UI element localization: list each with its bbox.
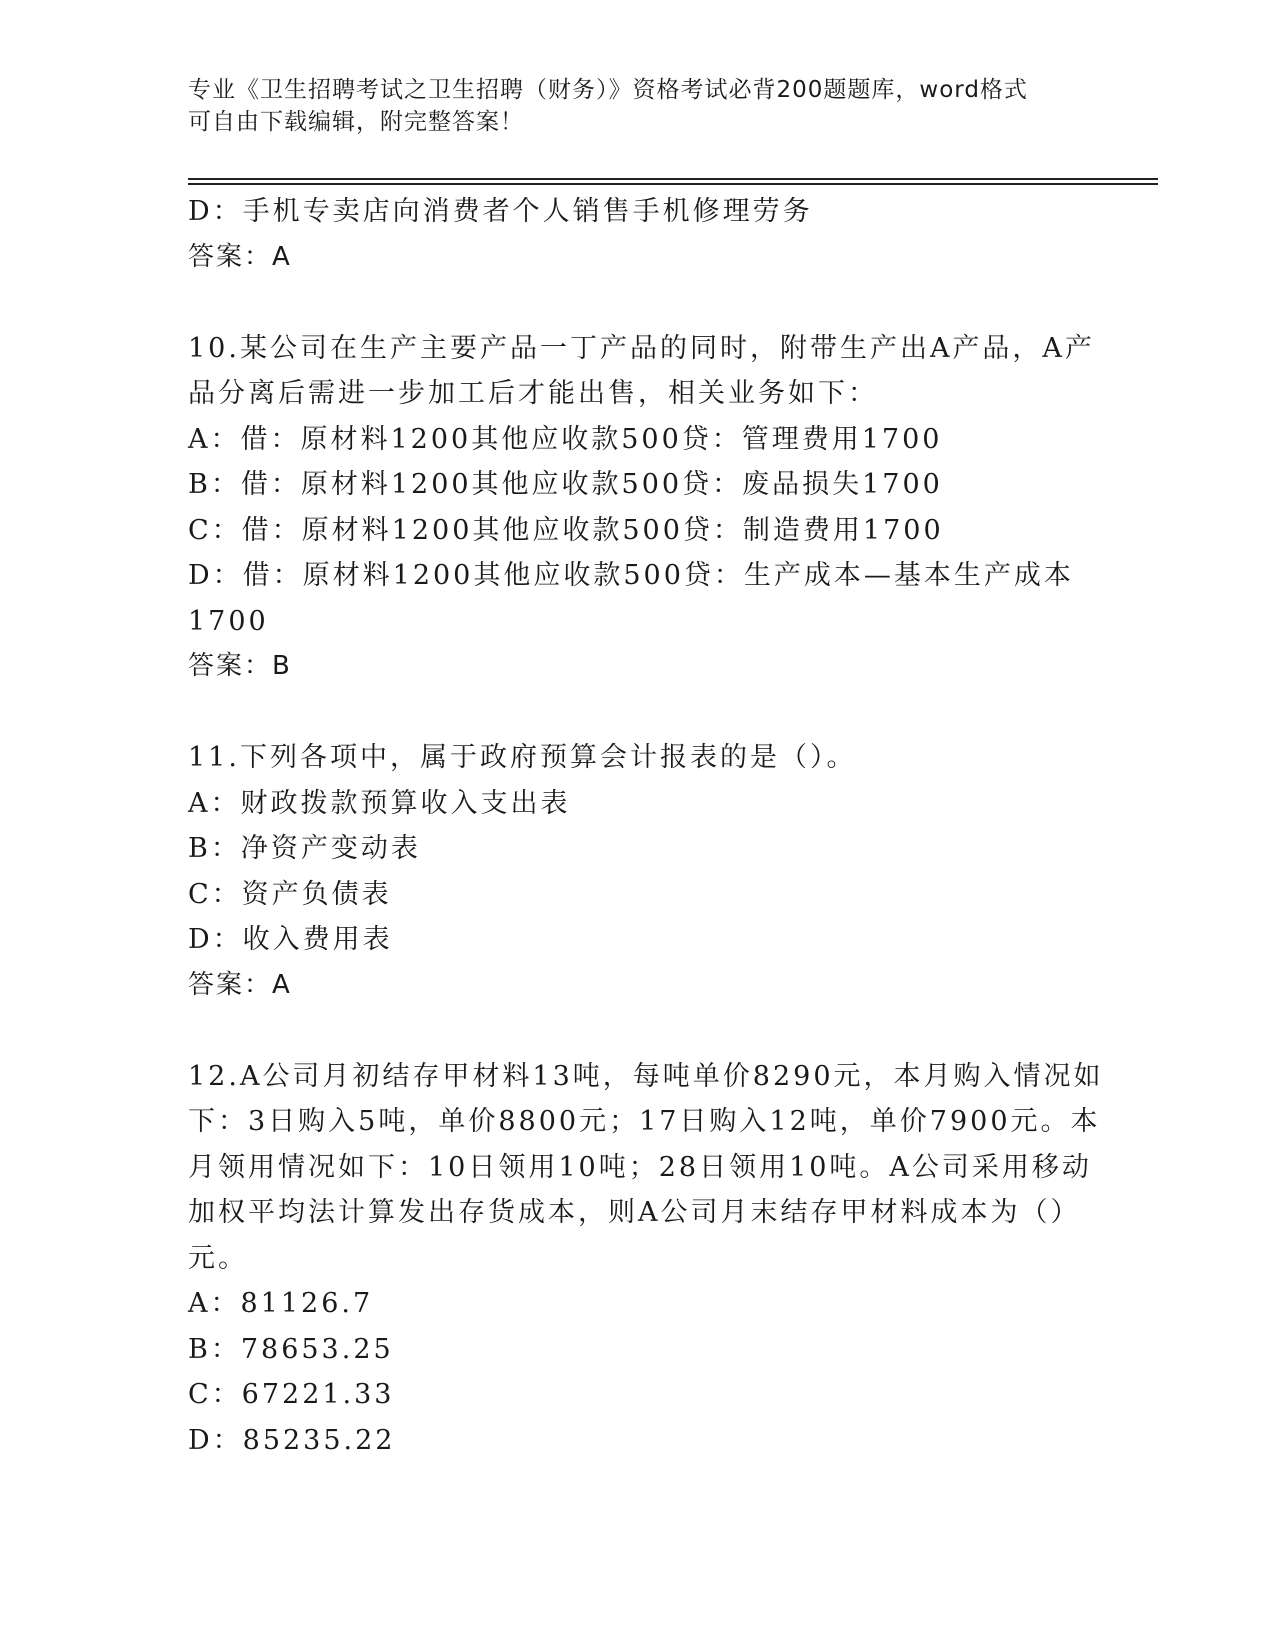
question-11 <box>188 735 1068 1008</box>
option-d: D：收入费用表 <box>188 924 393 955</box>
option-d-line-1: D：借：原材料1200其他应收款500贷：生产成本—基本生产成本 <box>188 560 1074 591</box>
spacer <box>188 1008 1068 1054</box>
option-d: D：手机专卖店向消费者个人销售手机修理劳务 <box>188 196 813 227</box>
option-b: B：78653.25 <box>188 1333 394 1365</box>
question-10 <box>188 326 1095 690</box>
option-a: A：财政拨款预算收入支出表 <box>188 787 571 819</box>
question-12 <box>188 1054 1104 1464</box>
question-stem-line-1: 12.A公司月初结存甲材料13吨，每吨单价8290元，本月购入情况如 <box>188 1060 1104 1092</box>
header-divider-bottom <box>188 183 1158 185</box>
question-stem-line-2: 下：3日购入5吨，单价8800元；17日购入12吨，单价7900元。本 <box>188 1106 1101 1137</box>
spacer <box>188 280 1068 326</box>
option-d-line-2: 1700 <box>188 605 269 637</box>
answer: 答案：B <box>188 651 292 681</box>
option-a: A：借：原材料1200其他应收款500贷：管理费用1700 <box>188 423 943 455</box>
question-stem-line-4: 加权平均法计算发出存货成本，则A公司月末结存甲材料成本为（） <box>188 1197 1081 1228</box>
answer: 答案：A <box>188 241 292 272</box>
document-body <box>188 189 1104 1463</box>
answer: 答案：A <box>188 969 292 1000</box>
header-divider-top <box>188 178 1158 180</box>
question-9 <box>188 189 1068 280</box>
header-line-2: 可自由下载编辑，附完整答案！ <box>188 109 524 135</box>
question-stem-line-1: 10.某公司在生产主要产品一丁产品的同时，附带生产出A产品，A产 <box>188 332 1095 364</box>
spacer <box>188 690 1068 736</box>
option-c: C：67221.33 <box>188 1379 395 1410</box>
option-a: A：81126.7 <box>188 1288 374 1319</box>
question-stem: 11.下列各项中，属于政府预算会计报表的是（）。 <box>188 742 857 773</box>
option-d: D：85235.22 <box>188 1424 396 1456</box>
header-line-1: 专业《卫生招聘考试之卫生招聘（财务）》资格考试必背200题题库，word格式 <box>188 77 1028 103</box>
question-stem-line-2: 品分离后需进一步加工后才能出售，相关业务如下： <box>188 378 878 409</box>
option-b: B：净资产变动表 <box>188 833 421 864</box>
question-stem-line-3: 月领用情况如下：10日领用10吨；28日领用10吨。A公司采用移动 <box>188 1151 1092 1183</box>
document-header <box>188 74 1068 138</box>
option-c: C：资产负债表 <box>188 878 392 910</box>
option-c: C：借：原材料1200其他应收款500贷：制造费用1700 <box>188 514 944 546</box>
question-stem-line-5: 元。 <box>188 1242 248 1274</box>
option-b: B：借：原材料1200其他应收款500贷：废品损失1700 <box>188 469 943 500</box>
